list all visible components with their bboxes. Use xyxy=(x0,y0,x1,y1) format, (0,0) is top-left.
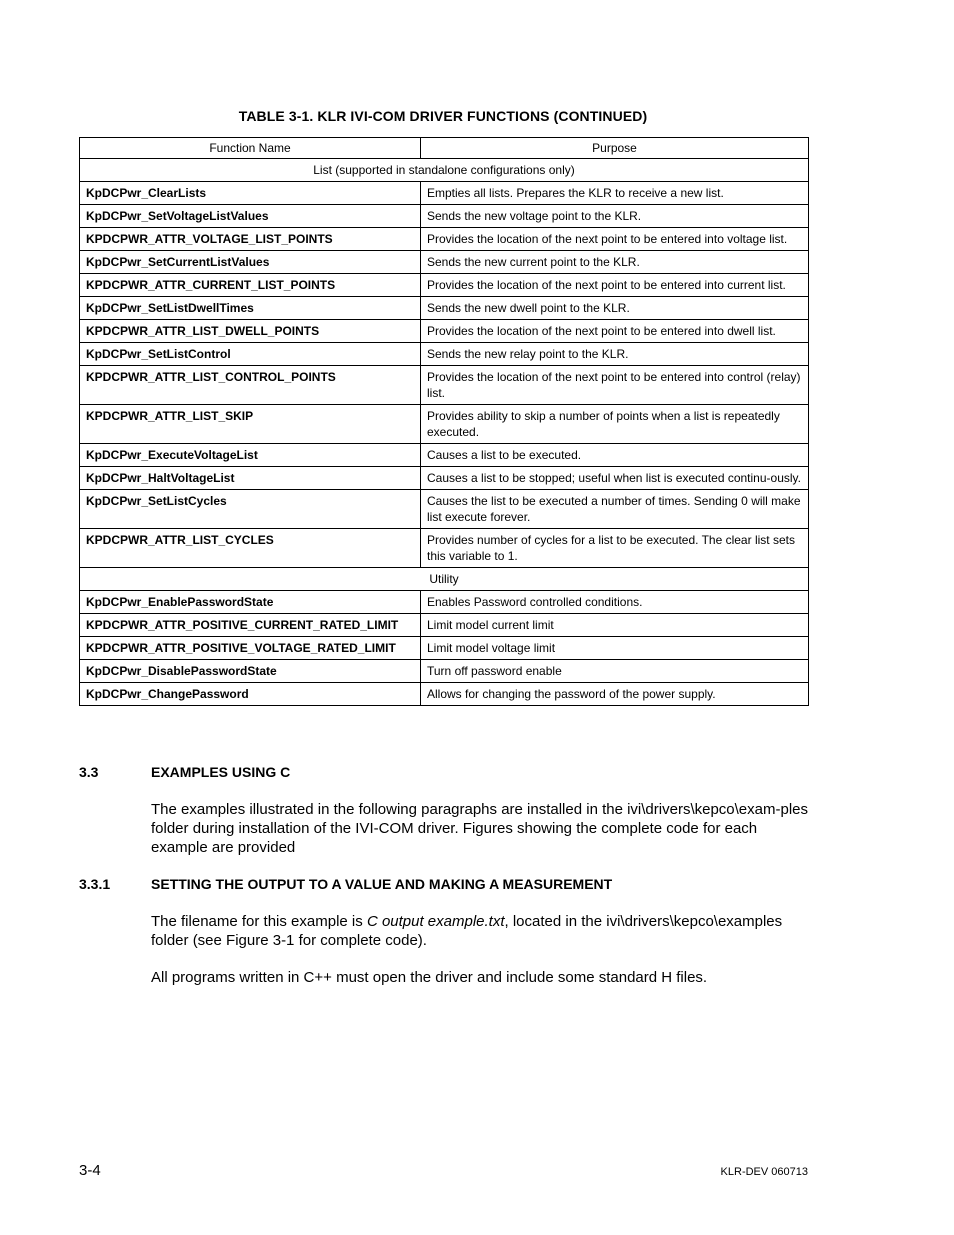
table-row xyxy=(80,405,809,444)
section-label: Utility xyxy=(80,568,809,591)
section-title: EXAMPLES USING C xyxy=(151,764,291,780)
table-row xyxy=(80,228,809,251)
table-body xyxy=(80,159,809,706)
table-row xyxy=(80,660,809,683)
purpose-cell: Limit model voltage limit xyxy=(421,637,809,660)
purpose-cell: Allows for changing the password of the power supply. xyxy=(421,683,809,706)
function-name-cell: KPDCPWR_ATTR_POSITIVE_VOLTAGE_RATED_LIMIT xyxy=(80,637,421,660)
purpose-cell: Provides ability to skip a number of points when a list is repeatedly executed. xyxy=(421,405,809,444)
table-row xyxy=(80,274,809,297)
purpose-cell: Sends the new voltage point to the KLR. xyxy=(421,205,809,228)
function-name-cell: KpDCPwr_HaltVoltageList xyxy=(80,467,421,490)
table-title: TABLE 3-1. KLR IVI-COM DRIVER FUNCTIONS (CONTINUED) xyxy=(238,108,648,124)
table-row xyxy=(80,614,809,637)
purpose-cell: Sends the new current point to the KLR. xyxy=(421,251,809,274)
section-row xyxy=(80,159,809,182)
filename-italic: C output example.txt xyxy=(366,913,505,930)
section-3-3-1-paragraph-2: All programs written in C++ must open the driver and include some standard H files. xyxy=(151,969,708,986)
purpose-cell: Sends the new dwell point to the KLR. xyxy=(421,297,809,320)
function-name-cell: KpDCPwr_DisablePasswordState xyxy=(80,660,421,683)
table-row xyxy=(80,490,809,529)
purpose-cell: Enables Password controlled conditions. xyxy=(421,591,809,614)
table-row xyxy=(80,297,809,320)
table-row xyxy=(80,591,809,614)
purpose-cell: Provides number of cycles for a list to be executed. The clear list sets this variable to 1. xyxy=(421,529,809,568)
driver-functions-table xyxy=(79,137,809,706)
table-row xyxy=(80,320,809,343)
table-row xyxy=(80,637,809,660)
page-number: 3-4 xyxy=(79,1162,101,1179)
table-row xyxy=(80,182,809,205)
purpose-cell: Empties all lists. Prepares the KLR to receive a new list. xyxy=(421,182,809,205)
table-header-row xyxy=(80,138,809,159)
purpose-cell: Turn off password enable xyxy=(421,660,809,683)
document-id: KLR-DEV 060713 xyxy=(720,1166,808,1178)
section-3-3-paragraph: The examples illustrated in the following paragraphs are installed in the ivi\drivers\kepco\exam-ples folder during installation of the IVI-COM driver. Figures showing the complete code for each example are provided xyxy=(151,801,808,856)
section-number: 3.3.1 xyxy=(79,876,111,892)
table-row xyxy=(80,366,809,405)
function-name-cell: KpDCPwr_ChangePassword xyxy=(80,683,421,706)
section-title: SETTING THE OUTPUT TO A VALUE AND MAKING A MEASUREMENT xyxy=(151,876,613,892)
section-number: 3.3 xyxy=(79,764,99,780)
function-name-cell: KPDCPWR_ATTR_LIST_CYCLES xyxy=(80,529,421,568)
para-text: The filename for this example is xyxy=(151,913,367,930)
table-row xyxy=(80,205,809,228)
purpose-cell: Provides the location of the next point to be entered into voltage list. xyxy=(421,228,809,251)
table-row xyxy=(80,343,809,366)
purpose-cell: Provides the location of the next point to be entered into current list. xyxy=(421,274,809,297)
function-name-cell: KPDCPWR_ATTR_POSITIVE_CURRENT_RATED_LIMIT xyxy=(80,614,421,637)
function-name-cell: KpDCPwr_SetListDwellTimes xyxy=(80,297,421,320)
purpose-cell: Causes a list to be stopped; useful when list is executed continu-ously. xyxy=(421,467,809,490)
section-row xyxy=(80,568,809,591)
header-purpose: Purpose xyxy=(421,138,809,159)
function-name-cell: KPDCPWR_ATTR_LIST_SKIP xyxy=(80,405,421,444)
table-row xyxy=(80,683,809,706)
table-row xyxy=(80,467,809,490)
function-name-cell: KpDCPwr_ClearLists xyxy=(80,182,421,205)
function-name-cell: KpDCPwr_SetListControl xyxy=(80,343,421,366)
table-row xyxy=(80,444,809,467)
purpose-cell: Sends the new relay point to the KLR. xyxy=(421,343,809,366)
function-name-cell: KpDCPwr_SetListCycles xyxy=(80,490,421,529)
purpose-cell: Causes the list to be executed a number of times. Sending 0 will make list execute forever. xyxy=(421,490,809,529)
table-row xyxy=(80,251,809,274)
function-name-cell: KpDCPwr_SetVoltageListValues xyxy=(80,205,421,228)
purpose-cell: Limit model current limit xyxy=(421,614,809,637)
function-name-cell: KpDCPwr_SetCurrentListValues xyxy=(80,251,421,274)
function-name-cell: KpDCPwr_EnablePasswordState xyxy=(80,591,421,614)
table-row xyxy=(80,529,809,568)
purpose-cell: Causes a list to be executed. xyxy=(421,444,809,467)
function-name-cell: KpDCPwr_ExecuteVoltageList xyxy=(80,444,421,467)
section-label: List (supported in standalone configurations only) xyxy=(80,159,809,182)
function-name-cell: KPDCPWR_ATTR_VOLTAGE_LIST_POINTS xyxy=(80,228,421,251)
function-name-cell: KPDCPWR_ATTR_CURRENT_LIST_POINTS xyxy=(80,274,421,297)
header-function-name: Function Name xyxy=(80,138,421,159)
section-3-3-1-paragraph-1 xyxy=(151,912,811,950)
function-name-cell: KPDCPWR_ATTR_LIST_DWELL_POINTS xyxy=(80,320,421,343)
purpose-cell: Provides the location of the next point to be entered into dwell list. xyxy=(421,320,809,343)
purpose-cell: Provides the location of the next point to be entered into control (relay) list. xyxy=(421,366,809,405)
function-name-cell: KPDCPWR_ATTR_LIST_CONTROL_POINTS xyxy=(80,366,421,405)
para-text: , located in the ivi\drivers\kepco\examples folder (see Figure 3-1 for complete code). xyxy=(151,913,783,949)
